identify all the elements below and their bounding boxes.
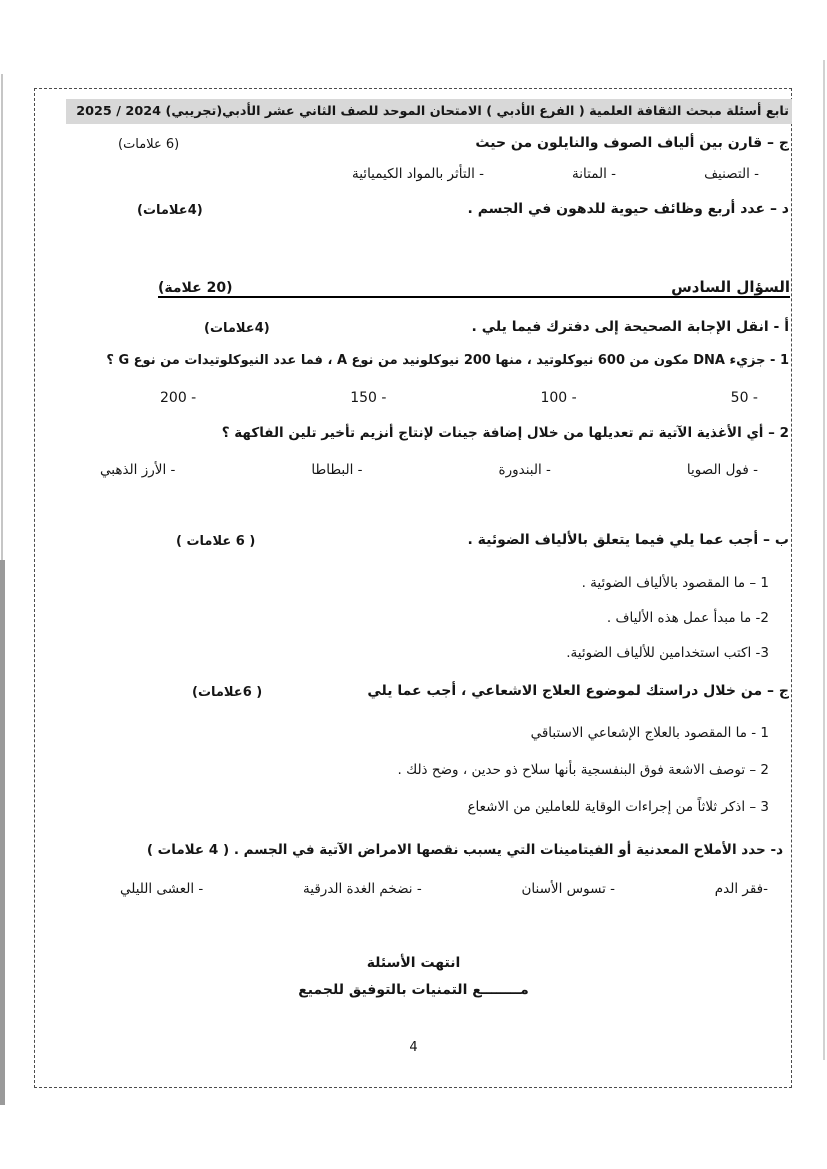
comparison-item-durability: - المتانة (572, 166, 617, 182)
mcq1-option-50: - 50 (730, 390, 758, 406)
part-c-item-1: 1 - ما المقصود بالعلاج الإشعاعي الاستباقي (530, 725, 769, 741)
mcq1-question-text: 1 - جزيء DNA مكون من 600 نيوكلوتيد ، منها 200 نيوكلونيد من نوع A ، فما عدد النيوكلوتيدات من نوع G ؟ (106, 353, 789, 368)
part-d-option-night-blindness: - العشى الليلي (120, 881, 204, 897)
part-b-item-2: 2- ما مبدأ عمل هذه الألياف . (606, 610, 769, 626)
page-number: 4 (409, 1040, 418, 1055)
mcq2-option-tomato: - البندورة (498, 462, 551, 478)
part-d-text: د- حدد الأملاح المعدنية أو الفيتامينات التي يسبب نقصها الامراض الآتية في الجسم . ( 4 علامات ) (146, 842, 783, 858)
mcq2-question-text: 2 – أي الأغذية الآتية تم تعديلها من خلال إضافة جينات لإنتاج أنزيم تأخير تلين الفاكهة ؟ (221, 425, 789, 441)
part-c-item-2: 2 – توصف الاشعة فوق البنفسجية بأنها سلاح ذو حدين ، وضح ذلك . (397, 762, 769, 778)
comparison-item-chemical: - التأثر بالمواد الكيميائية (352, 166, 484, 182)
mcq2-option-soybean: - فول الصويا (686, 462, 758, 478)
end-of-questions-line: انتهت الأسئلة (366, 955, 461, 971)
question-c-text: ج – قارن بين ألياف الصوف والنايلون من حيث (475, 135, 789, 151)
comparison-item-classification: - التصنيف (704, 166, 759, 182)
mcq2-option-golden-rice: - الأرز الذهبي (100, 462, 176, 478)
comparison-items-row (352, 166, 759, 182)
part-a-marks: (4علامات) (204, 321, 270, 336)
part-d-option-goiter: - نضخم الغدة الدرقية (303, 881, 422, 897)
good-luck-line: مــــــــع التمنيات بالتوفيق للجميع (298, 982, 529, 998)
section-six-heading-rule (158, 268, 790, 298)
part-b-item-3: 3- اكتب استخدامين للألياف الضوئية. (566, 645, 769, 661)
question-d-marks: (4علامات) (137, 203, 203, 218)
section-six-title: السؤال السادس (671, 278, 790, 296)
mcq1-option-150: - 150 (350, 390, 387, 406)
part-a-text: أ - انقل الإجابة الصحيحة إلى دفترك فيما يلي . (471, 319, 789, 335)
page-edge-artifact-right (823, 60, 825, 1060)
mcq1-option-100: - 100 (540, 390, 577, 406)
part-b-item-1: 1 – ما المقصود بالألياف الضوئية . (581, 575, 769, 591)
part-b-marks: ( 6 علامات ) (176, 534, 256, 549)
question-c-marks: (6 علامات) (118, 137, 180, 152)
part-c-item-3: 3 – اذكر ثلاثاً من إجراءات الوقاية للعاملين من الاشعاع (467, 799, 769, 815)
question-d-text: د – عدد أربع وظائف حيوية للدهون في الجسم . (467, 201, 789, 217)
mcq2-option-potato: - البطاطا (311, 462, 363, 478)
page-edge-artifact-left-thin (1, 74, 3, 560)
part-d-options-row (120, 881, 768, 897)
part-d-option-tooth-decay: - تسوس الأسنان (521, 881, 616, 897)
part-d-option-anemia: -فقر الدم (714, 881, 768, 897)
section-six-marks: (20 علامة) (158, 280, 233, 296)
part-c-text: ج – من خلال دراستك لموضوع العلاج الاشعاعي ، أجب عما يلي (367, 683, 789, 699)
page-edge-artifact-left-thick (0, 560, 5, 1105)
exam-header-banner: تابع أسئلة مبحث الثقافة العلمية ( الفرع الأدبي ) الامتحان الموحد للصف الثاني عشر الأدبي(تجريبي) 2024 / 2025 (66, 99, 792, 124)
mcq1-option-200: - 200 (160, 390, 197, 406)
mcq1-options-row (160, 390, 758, 406)
part-b-text: ب – أجب عما يلي فيما يتعلق بالألياف الضوئية . (467, 532, 789, 548)
mcq2-options-row (100, 462, 758, 478)
part-c-marks: ( 6علامات) (192, 685, 263, 700)
